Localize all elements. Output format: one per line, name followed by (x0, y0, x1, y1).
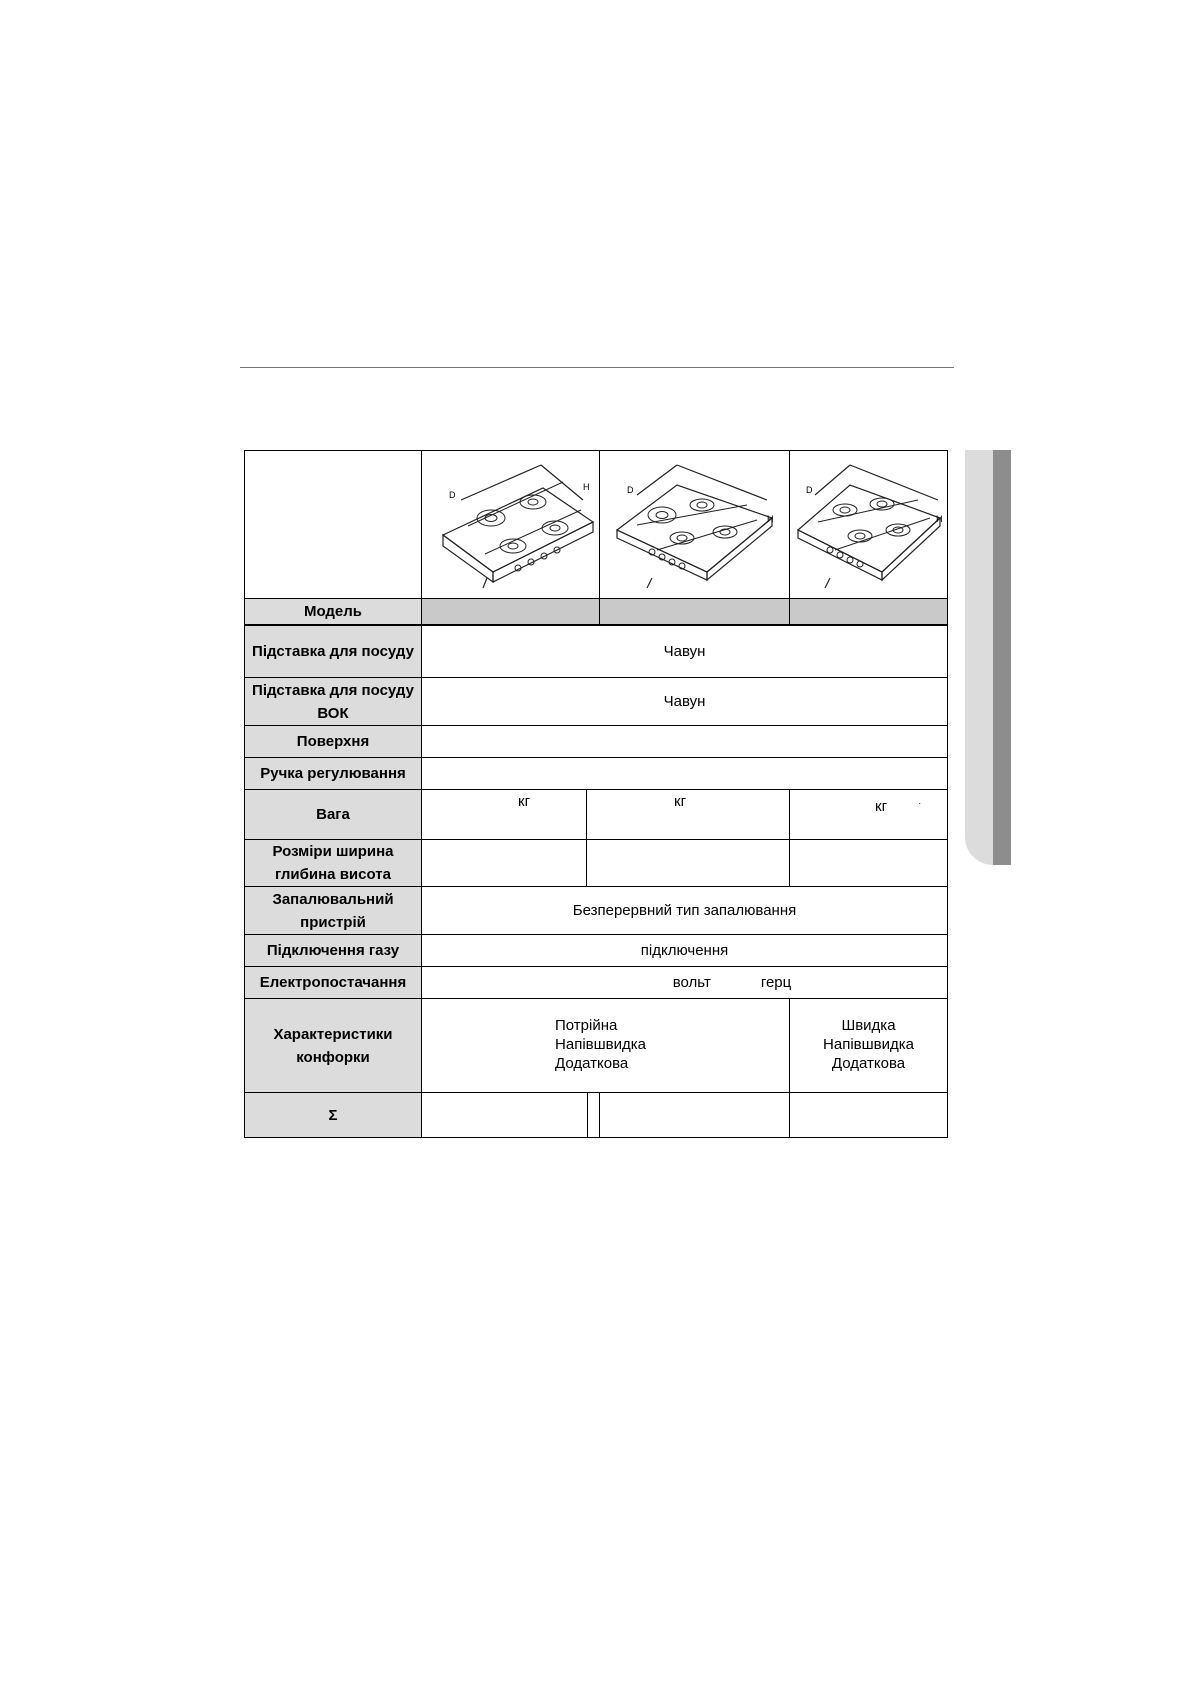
header-rule (240, 367, 954, 368)
weight-label: Вага (245, 790, 422, 840)
hob-illustration-3 (790, 451, 948, 599)
burner-auxiliary: Додаткова (831, 1055, 906, 1072)
svg-text:H: H (936, 513, 943, 524)
burners-label: Характеристики конфорки (245, 999, 422, 1093)
gas-label: Підключення газу (245, 935, 422, 967)
model-value-2 (600, 599, 790, 625)
hob-drawing-icon (607, 460, 782, 590)
model-value-1 (422, 599, 600, 625)
burner-semi-rapid: Напівшвидка (823, 1036, 914, 1053)
total-label: Σ (245, 1093, 422, 1138)
ignition-value: Безперервний тип запалювання (422, 887, 948, 935)
wok-support-label: Підставка для посуду ВОК (245, 678, 422, 726)
hob-illustration-2 (600, 451, 790, 599)
burners-value-left (422, 999, 790, 1093)
svg-text:H: H (583, 481, 590, 492)
svg-text:D: D (806, 484, 813, 495)
weight-dot: . (918, 796, 921, 806)
burner-triple: Потрійна (555, 1017, 618, 1034)
dimensions-label: Розміри ширина глибина висота (245, 840, 422, 887)
side-tab-marker (965, 450, 1011, 865)
hob-drawing-icon (790, 460, 950, 590)
burner-semi-rapid: Напівшвидка (555, 1036, 646, 1053)
burner-auxiliary: Додаткова (555, 1055, 629, 1072)
hob-illustration-1 (422, 451, 600, 599)
weight-value-2 (587, 790, 790, 840)
power-volt: вольт (672, 974, 711, 991)
svg-text:D: D (627, 484, 634, 495)
hob-drawing-icon (423, 460, 598, 590)
control-knob-label: Ручка регулювання (245, 758, 422, 790)
power-label: Електропостачання (245, 967, 422, 999)
svg-text:H: H (767, 513, 774, 524)
weight-unit: кг (518, 793, 531, 810)
surface-label: Поверхня (245, 726, 422, 758)
svg-text:D: D (449, 489, 456, 500)
empty-header-cell (245, 451, 422, 599)
ignition-label: Запалювальний пристрій (245, 887, 422, 935)
dimensions-value-3 (790, 840, 948, 887)
total-value-2 (600, 1093, 790, 1138)
surface-value (422, 726, 948, 758)
model-value-3 (790, 599, 948, 625)
control-knob-value (422, 758, 948, 790)
burners-value-right (790, 999, 948, 1093)
dimensions-value-2 (587, 840, 790, 887)
power-hertz: герц (760, 974, 792, 991)
gas-value: підключення (422, 935, 948, 967)
total-value-1 (422, 1093, 600, 1138)
model-label: Модель (245, 599, 422, 625)
pan-support-label: Підставка для посуду (245, 625, 422, 678)
total-value-3 (790, 1093, 948, 1138)
weight-value-3 (790, 790, 948, 840)
burner-rapid: Швидка (841, 1017, 896, 1034)
power-value (422, 967, 948, 999)
weight-unit: кг (875, 798, 888, 815)
weight-value-1 (422, 790, 587, 840)
pan-support-value: Чавун (422, 625, 948, 678)
dimensions-value-1 (422, 840, 587, 887)
wok-support-value: Чавун (422, 678, 948, 726)
specification-table (244, 450, 948, 1138)
weight-unit: кг (674, 793, 687, 810)
